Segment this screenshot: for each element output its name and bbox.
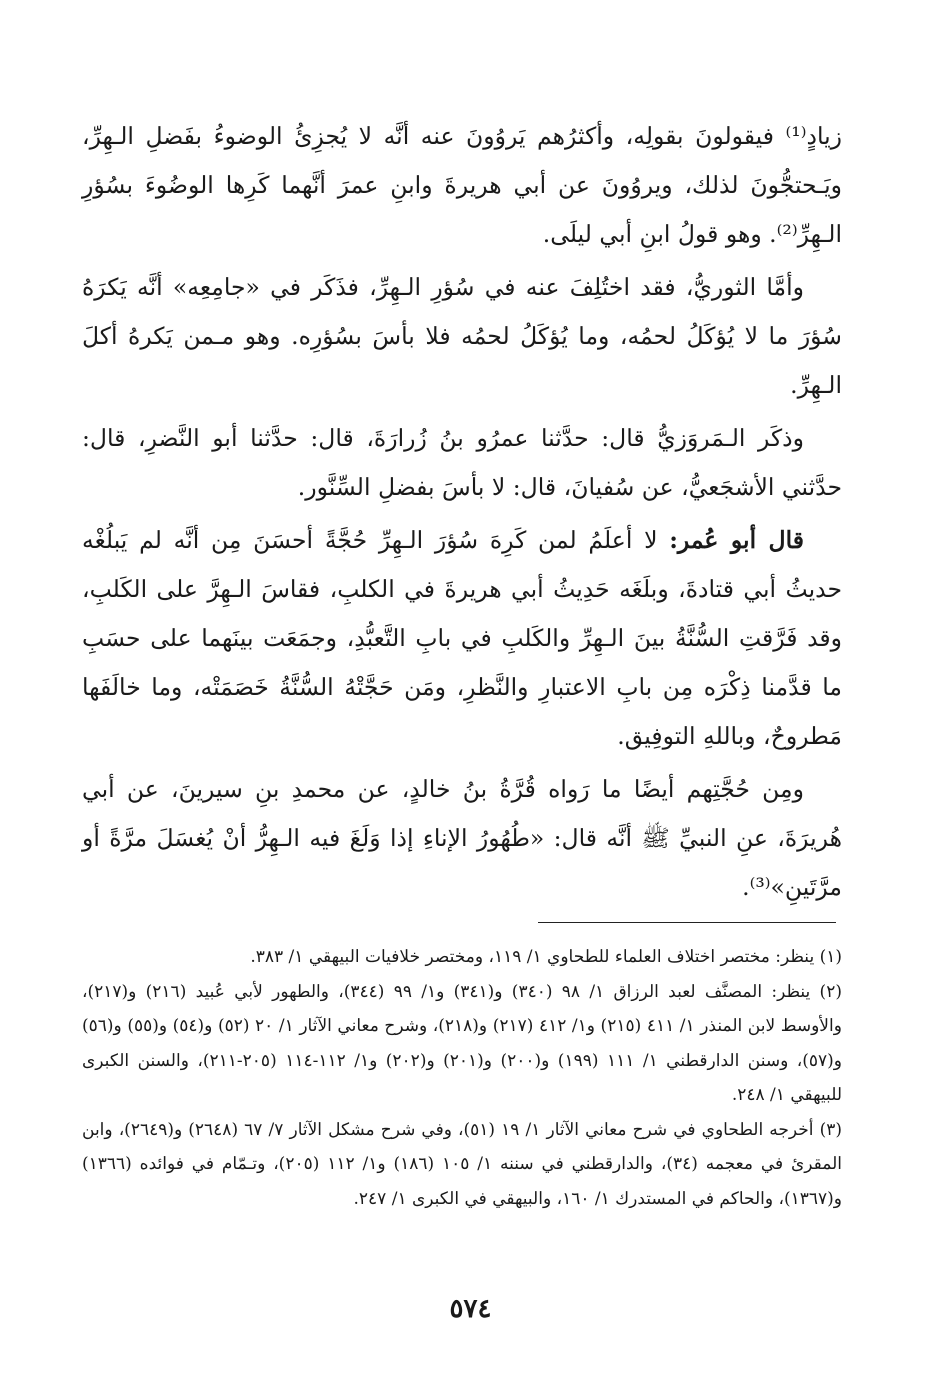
paragraph-text: ومِن حُجَّتِهم أيضًا ما رَواه قُرَّةُ بنُ خالدٍ، عن محمدِ بنِ سيرينَ، عن أبي هُريرَةَ، عنِ النبيِّ ﷺ أنَّه قال: «طُهُورُ الإناءِ إذا وَلَغَ فيه الـهِرُّ أنْ يُغسَلَ مرَّةً أو مرَّتَينِ»⁽³⁾. [82,775,842,901]
paragraph-3 [82,414,842,512]
paragraph-lead: قال أبو عُمر: [669,526,804,554]
footnote-separator [538,922,836,923]
paragraph-2 [82,263,842,410]
main-text [82,112,842,912]
paragraph-5 [82,765,842,912]
paragraph-text: زيادٍ⁽¹⁾ فيقولونَ بقولِه، وأكثرُهم يَروُونَ عنه أنَّه لا يُجزِئُ الوضوءُ بفَضلِ الـهِرِّ، ويَـحتجُّونَ لذلك، ويروُونَ عن أبي هريرةَ وابنِ عمرَ أنَّهما كَرِها الوضُوءَ بسُؤرِ الـهِرِّ⁽²⁾. وهو قولُ ابنِ أبي ليلَى. [82,122,842,248]
footnotes [82,940,842,1216]
footnote-2: (٢) ينظر: المصنَّف لعبد الرزاق ١/ ٩٨ (٣٤٠) و(٣٤١) و١/ ٩٩ (٣٤٤)، والطهور لأبي عُبيد (٢١٦) و(٢١٧)، والأوسط لابن المنذر ١/ ٤١١ (٢١٥) و١/ ٤١٢ (٢١٧) و(٢١٨)، وشرح معاني الآثار ١/ ٢٠ (٥٢) و(٥٤) و(٥٥) و(٥٦) و(٥٧)، وسنن الدارقطني ١/ ١١١ (١٩٩) و(٢٠٠) و(٢٠١) و(٢٠٢) و١/ ١١٢-١١٤ (٢٠٥-٢١١)، والسنن الكبرى للبيهقي ١/ ٢٤٨. [82,981,842,1105]
paragraph-1 [82,112,842,259]
paragraph-text: لا أعلَمُ لمن كَرِهَ سُؤرَ الـهِرِّ حُجَّةً أحسَنَ مِن أنَّه لم يَبلُغْه حديثُ أبي قتادةَ، وبلَغَه حَدِيثُ أبي هريرةَ في الكلبِ، فقاسَ الـهِرَّ على الكَلبِ، وقد فَرَّقتِ السُّنَّةُ بينَ الـهِرِّ والكَلبِ في بابِ التَّعبُّدِ، وجمَعَت بينَهما على حسَبِ ما قدَّمنا ذِكْرَه مِن بابِ الاعتبارِ والنَّظرِ، ومَن حَجَّتْهُ السُّنَّةُ خَصَمَتْه، وما خالَفَها مَطروحٌ، وباللهِ التوفِيق. [82,526,842,750]
paragraph-text: وذكَر الـمَروَزيُّ قال: حدَّثنا عمرُو بنُ زُرارَةَ، قال: حدَّثنا أبو النَّضرِ، قال: حدَّثني الأشجَعيُّ، عن سُفيانَ، قال: لا بأسَ بفضلِ السِّنَّور. [82,424,842,501]
paragraph-text: وأمَّا الثوريُّ، فقد اختُلِفَ عنه في سُؤرِ الـهِرِّ، فذَكَر في «جامِعِه» أنَّه يَكرَهُ سُؤرَ ما لا يُؤكَلُ لحمُه، وما يُؤكَلُ لحمُه فلا بأسَ بسُؤرِه. وهو مـمن يَكرهُ أكلَ الـهِرِّ. [82,273,842,399]
paragraph-4 [82,516,842,761]
footnote-1: (١) ينظر: مختصر اختلاف العلماء للطحاوي ١/ ١١٩، ومختصر خلافيات البيهقي ١/ ٣٨٣. [250,947,842,967]
page-number: ٥٧٤ [449,1294,492,1324]
footnote-3: (٣) أخرجه الطحاوي في شرح معاني الآثار ١/ ١٩ (٥١)، وفي شرح مشكل الآثار ٧/ ٦٧ (٢٦٤٨) و(٢٦٤٩)، وابن المقرئ في معجمه (٣٤)، والدارقطني في سننه ١/ ١٠٥ (١٨٦) و١/ ١١٢ (٢٠٥)، وتـمّام في فوائده (١٣٦٦) و(١٣٦٧)، والحاكم في المستدرك ١/ ١٦٠، والبيهقي في الكبرى ١/ ٢٤٧. [82,1119,842,1209]
